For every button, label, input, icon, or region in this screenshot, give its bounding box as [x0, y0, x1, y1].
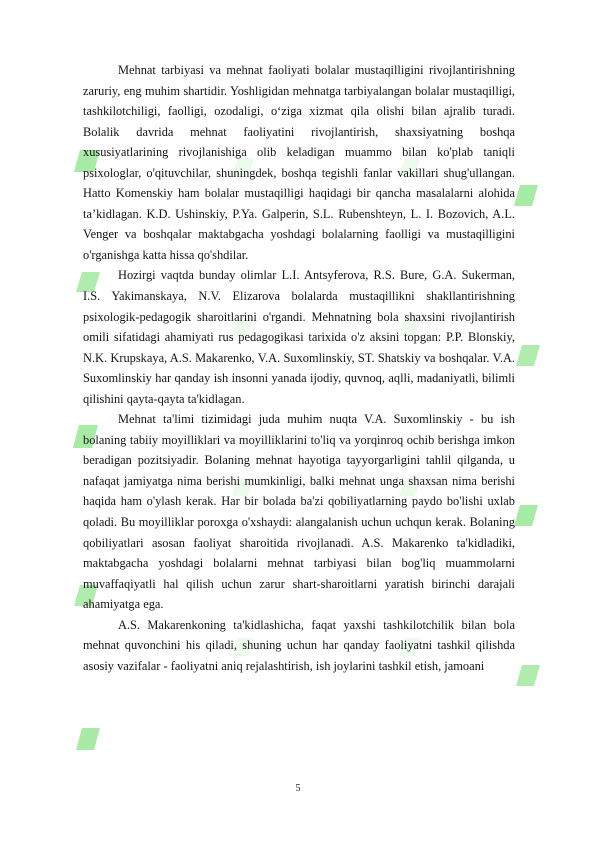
paragraph-4: A.S. Makarenkoning ta'kidlashicha, faqat yaxshi tashkilotchilik bilan bola mehnat quvonchini his qiladi, shuning uchun har qanday faoliyatni tashkil qilishda asosiy vazifalar - faoliyatni aniq rejalashtirish, ish joylarini tashkil etish, jamoani [83, 617, 515, 673]
paragraph-2: Hozirgi vaqtda bunday olimlar L.I. Antsyferova, R.S. Bure, G.A. Sukerman, I.S. Yakimanskaya, N.V. Elizarova bolalarda mustaqillikni shakllantirishning psixologik-pedagogik sharoitlarini o'rgandi. Mehnatning bola shaxsini rivojlantirish omili sifatidagi ahamiyati rus pedagogikasi tarixida o'z aksini topgan: P.P. Blonskiy, N.K. Krupskaya, A.S. Makarenko, V.A. Suxomlinskiy, ST. Shatskiy va boshqalar. V.A. Suxomlinskiy har qanday ish insonni yanada ijodiy, quvnoq, aqlli, madaniyatli, bilimli qilishini qayta-qayta ta'kidlagan. [83, 268, 515, 406]
body-text [83, 60, 515, 676]
paragraph-3: Mehnat ta'limi tizimidagi juda muhim nuqta V.A. Suxomlinskiy - bu ish bolaning tabiiy moyilliklari va moyilliklarini to'liq va yorqinroq ochib berishga imkon beradigan pozitsiyadir. Bolaning mehnat hayotiga tayyorgarligini tahlil qilganda, u nafaqat jamiyatga nima berishi mumkinligi, balki mehnat unga shaxsan nima berishi haqida ham o'ylash kerak. Har bir bolada ba'zi qobiliyatlarning paydo bo'lishi uxlab qoladi. Bu moyilliklar poroxga o'xshaydi: alangalanish uchun uchqun kerak. Bolaning qobiliyatlari asosan faoliyat sharoitida rivojlanadi. A.S. Makarenko ta'kidladiki, maktabgacha yoshdagi bolalarni mehnat tarbiyasi bilan bog'liq muammolarni muvaffaqiyatli hal qilish uchun zarur shart-sharoitlarni yaratish birinchi darajali ahamiyatga ega. [83, 412, 515, 612]
page-number: 5 [295, 783, 301, 794]
paragraph-1: Mehnat tarbiyasi va mehnat faoliyati bolalar mustaqilligini rivojlantirishning zaruriy, eng muhim shartidir. Yoshligidan mehnatga tarbiyalangan bolalar mustaqilligi, tashkilotchiligi, faolligi, ozodaligi, o‘ziga xizmat qila olishi bilan ajralib turadi. Bolalik davrida mehnat faoliyatini rivojlantirish, shaxsiyatning boshqa xususiyatlarining rivojlanishiga olib keladigan muammo bilan ko'plab taniqli psixologlar, o'qituvchilar, shuningdek, boshqa tegishli fanlar vakillari shug'ullangan. Hatto Komenskiy ham bolalar mustaqilligi haqidagi bir qancha masalalarni alohida ta’kidlagan. K.D. Ushinskiy, P.Ya. Galperin, S.L. Rubenshteyn, L. I. Bozovich, A.L. Venger va boshqalar maktabgacha yoshdagi bolalarning faolligi va mustaqilligini o'rganishga katta hissa qo'shdilar. [83, 63, 515, 262]
